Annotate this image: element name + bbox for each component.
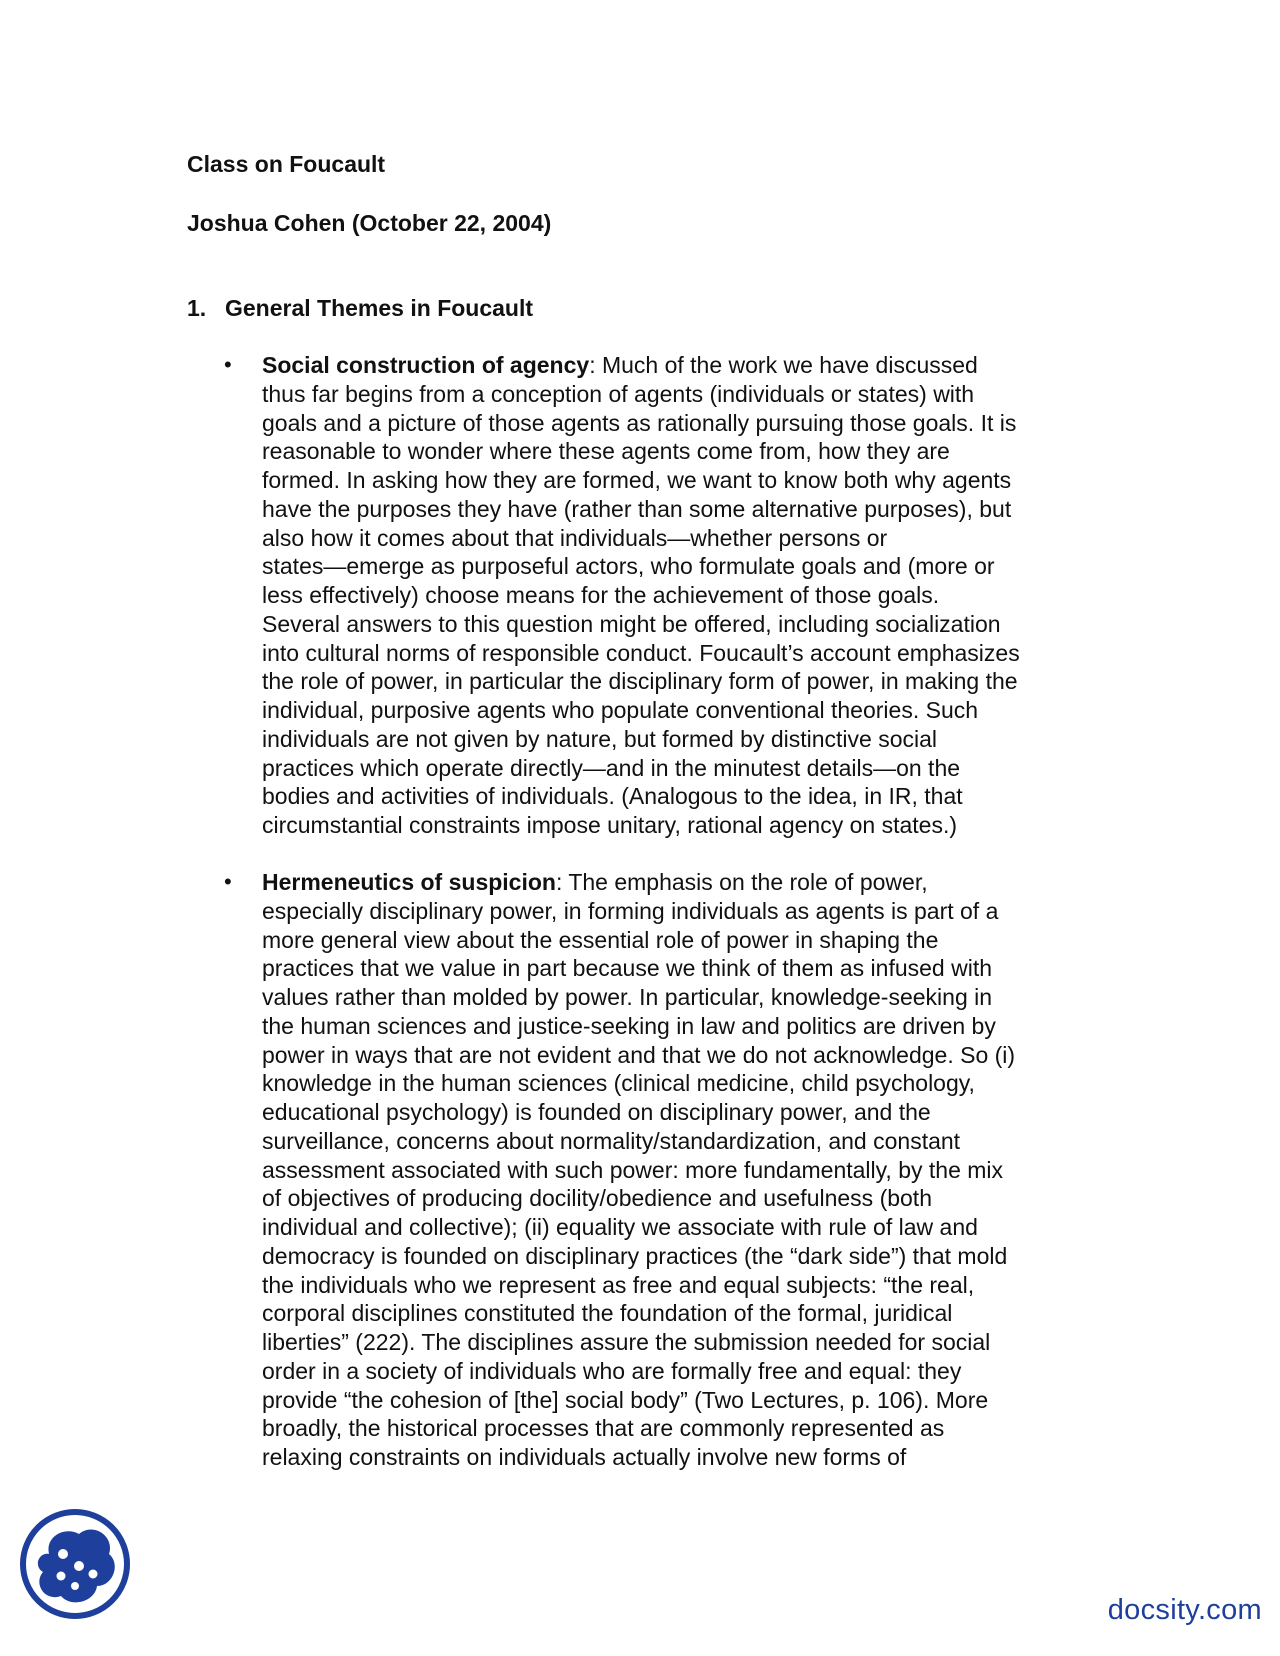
docsity-brand-link[interactable]: docsity.com: [1107, 1594, 1262, 1626]
bullet-line: Several answers to this question might be offered, including socialization: [262, 610, 1001, 637]
bullet-line: liberties” (222). The disciplines assure the submission needed for social: [262, 1329, 991, 1355]
bullet-line: more general view about the essential role of power in shaping the: [262, 926, 939, 953]
bullet-line: practices that we value in part because we think of them as infused with: [262, 955, 993, 982]
bullet-line: individual, purposive agents who populate conventional theories. Such: [262, 697, 979, 723]
bullet-line: individual and collective); (ii) equality we associate with rule of law and: [262, 1214, 978, 1240]
bullet-line: into cultural norms of responsible conduct. Foucault’s account emphasizes: [262, 639, 1020, 666]
author-date-line: Joshua Cohen (October 22, 2004): [187, 210, 552, 236]
bullet-line: the human sciences and justice-seeking in law and politics are driven by: [262, 1012, 996, 1039]
bullet-line: also how it comes about that individuals—whether persons or: [262, 524, 888, 551]
bullet-line: especially disciplinary power, in forming individuals as agents is part of a: [262, 897, 999, 924]
section-heading-text: General Themes in Foucault: [225, 295, 534, 321]
bullet-line: order in a society of individuals who are formally free and equal: they: [262, 1357, 962, 1384]
bullet-term: Hermeneutics of suspicion: [262, 869, 556, 895]
bullet-icon: •: [224, 869, 232, 894]
bullet-line: corporal disciplines constituted the foundation of the formal, juridical: [262, 1300, 953, 1327]
bullet-line: practices which operate directly—and in the minutest details—on the: [262, 754, 961, 781]
bullet-line: power in ways that are not evident and that we do not acknowledge. So (i): [262, 1041, 1016, 1068]
bullet-line: provide “the cohesion of [the] social body” (Two Lectures, p. 106). More: [262, 1386, 989, 1413]
section-number: 1.: [187, 295, 207, 321]
bullet-line: relaxing constraints on individuals actually involve new forms of: [262, 1444, 907, 1470]
bullet-line: less effectively) choose means for the achievement of those goals.: [262, 582, 940, 608]
bullet-line: individuals are not given by nature, but formed by distinctive social: [262, 725, 938, 752]
bullet-line-text: : Much of the work we have discussed: [589, 352, 978, 378]
bullet-line: surveillance, concerns about normality/standardization, and constant: [262, 1127, 961, 1154]
bullet-item: [224, 351, 1102, 840]
bullet-line: broadly, the historical processes that are commonly represented as: [262, 1415, 945, 1442]
bullet-line: formed. In asking how they are formed, we want to know both why agents: [262, 467, 1012, 493]
bullet-line: have the purposes they have (rather than some alternative purposes), but: [262, 495, 1012, 522]
bullet-line: bodies and activities of individuals. (Analogous to the idea, in IR, that: [262, 783, 963, 810]
bullet-item: [224, 868, 1102, 1472]
bullet-line: goals and a picture of those agents as rationally pursuing those goals. It is: [262, 409, 1017, 436]
bullet-line: circumstantial constraints impose unitary, rational agency on states.): [262, 812, 957, 838]
bullet-icon: •: [224, 352, 232, 377]
bullet-line-text: : The emphasis on the role of power,: [555, 869, 928, 895]
docsity-logo-graphic: [19, 1508, 131, 1620]
bullet-line: [262, 868, 1102, 897]
bullet-line: values rather than molded by power. In particular, knowledge-seeking in: [262, 984, 993, 1010]
section-heading: [187, 294, 533, 322]
bullet-line: the individuals who we represent as free and equal subjects: “the real,: [262, 1271, 975, 1298]
docsity-logo-icon[interactable]: [19, 1508, 131, 1620]
bullet-term: Social construction of agency: [262, 352, 590, 378]
bullet-line: educational psychology) is founded on disciplinary power, and the: [262, 1099, 931, 1125]
bullet-line: the role of power, in particular the disciplinary form of power, in making the: [262, 668, 1018, 695]
bullet-line: of objectives of producing docility/obedience and usefulness (both: [262, 1185, 932, 1212]
bullet-line: [262, 351, 1102, 380]
bullet-line: states—emerge as purposeful actors, who formulate goals and (more or: [262, 553, 995, 580]
bullet-line: knowledge in the human sciences (clinical medicine, child psychology,: [262, 1070, 975, 1097]
bullet-line: reasonable to wonder where these agents come from, how they are: [262, 438, 950, 465]
bullet-line: assessment associated with such power: more fundamentally, by the mix: [262, 1156, 1004, 1183]
bullet-line: democracy is founded on disciplinary practices (the “dark side”) that mold: [262, 1242, 1008, 1269]
document-title: Class on Foucault: [187, 151, 386, 177]
bullet-line: thus far begins from a conception of agents (individuals or states) with: [262, 380, 975, 407]
